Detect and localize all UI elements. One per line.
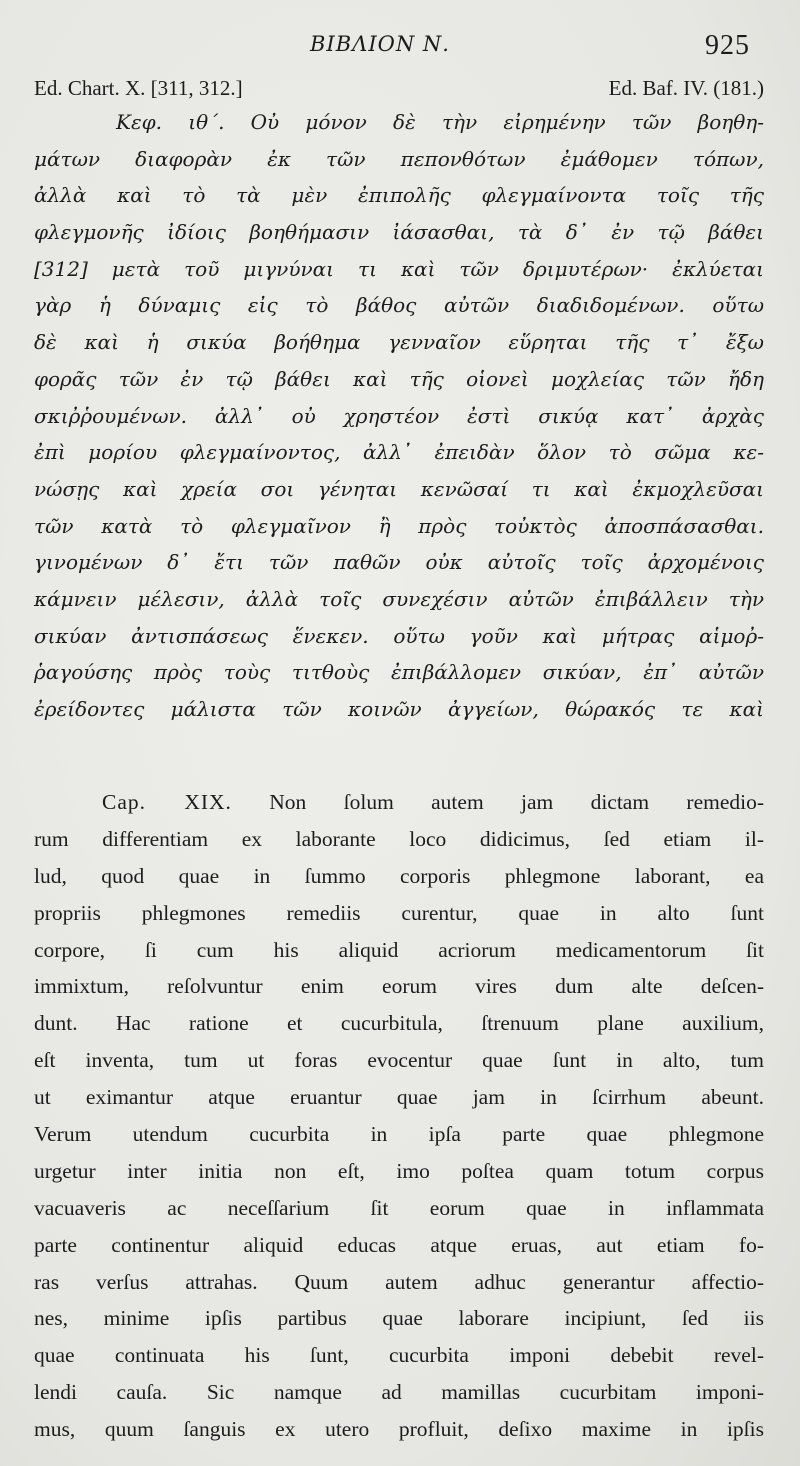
greek-text-line: ἐρείδοντες μάλιστα τῶν κοινῶν ἀγγείων, θώρακός τε καὶ (34, 697, 764, 721)
latin-first-line (34, 784, 764, 821)
latin-text-line: quae continuata his ſunt, cucurbita imponi debebit revel- (34, 1343, 764, 1368)
latin-text-line: nes, minime ipſis partibus quae laborare incipiunt, ſed iis (34, 1306, 764, 1331)
edition-reference-line (34, 76, 764, 106)
latin-text-block (34, 784, 764, 1448)
latin-text-line: vacuaveris ac neceſſarium ſit eorum quae in inflammata (34, 1195, 764, 1220)
latin-text-line: mus, quum ſanguis ex utero profluit, deſixo maxime in ipſis (34, 1417, 764, 1442)
latin-text-line: Verum utendum cucurbita in ipſa parte quae phlegmone (34, 1122, 764, 1147)
greek-text-line: σκιῤῥουμένων. ἀλλ᾽ οὐ χρηστέον ἐστὶ σικύᾳ κατ᾽ ἀρχὰς (34, 403, 764, 428)
greek-text-block (34, 104, 764, 728)
latin-text-line: lendi cauſa. Sic namque ad mamillas cucurbitam imponi- (34, 1380, 764, 1405)
greek-text-line: φορᾶς τῶν ἐν τῷ βάθει καὶ τῆς οἱονεὶ μοχλείας τῶν ἤδη (34, 366, 764, 391)
greek-text-line: σικύαν ἀντισπάσεως ἕνεκεν. οὕτω γοῦν καὶ μήτρας αἱμοῤ- (34, 623, 764, 648)
greek-text-line: μάτων διαφορὰν ἐκ τῶν πεπονθότων ἐμάθομεν τόπων, (34, 146, 764, 171)
latin-text-line: propriis phlegmones remediis curentur, quae in alto ſunt (34, 900, 764, 925)
greek-text-line: νώσῃς καὶ χρεία σοι γένηται κενῶσαί τι καὶ ἐκμοχλεῦσαι (34, 476, 764, 501)
latin-text-line: parte continentur aliquid educas atque eruas, aut etiam fo- (34, 1232, 764, 1257)
greek-text-line: τῶν κατὰ τὸ φλεγμαῖνον ἢ πρὸς τοὐκτὸς ἀποσπάσασθαι. (34, 513, 764, 538)
latin-text-line: corpore, ſi cum his aliquid acriorum medicamentorum ſit (34, 937, 764, 962)
greek-text-line: γὰρ ἡ δύναμις εἰς τὸ βάθος αὐτῶν διαδιδομένων. οὕτω (34, 293, 764, 318)
latin-text-line: eſt inventa, tum ut foras evocentur quae ſunt in alto, tum (34, 1048, 764, 1073)
greek-text-line: κάμνειν μέλεσιν, ἀλλὰ τοῖς συνεχέσιν αὐτῶν ἐπιβάλλειν τὴν (34, 586, 764, 611)
chapter-label: Cap. XIX. (102, 790, 232, 814)
greek-text-line: [312] μετὰ τοῦ μιγνύναι τι καὶ τῶν δριμυτέρων· ἐκλύεται (34, 256, 764, 281)
edition-basel-reference: Ed. Baf. IV. (181.) (608, 76, 764, 100)
latin-text-line: dunt. Hac ratione et cucurbitula, ſtrenuum plane auxilium, (34, 1011, 764, 1036)
latin-text-line: lud, quod quae in ſummo corporis phlegmone laborant, ea (34, 863, 764, 888)
running-head (0, 30, 800, 64)
latin-text-line: immixtum, reſolvuntur enim eorum vires dum alte deſcen- (34, 974, 764, 999)
latin-text-line: ras verſus attrahas. Quum autem adhuc generantur affectio- (34, 1269, 764, 1294)
edition-chart-reference: Ed. Chart. X. [311, 312.] (34, 76, 243, 100)
greek-text-line: Κεφ. ιθ΄. Οὐ μόνον δὲ τὴν εἰρημένην τῶν βοηθη- (116, 110, 764, 134)
greek-text-line: δὲ καὶ ἡ σικύα βοήθημα γενναῖον εὕρηται τῆς τ᾽ ἔξω (34, 330, 764, 355)
greek-text-line: ἀλλὰ καὶ τὸ τὰ μὲν ἐπιπολῆς φλεγμαίνοντα τοῖς τῆς (34, 183, 764, 208)
latin-text-line: urgetur inter initia non eſt, imo poſtea quam totum corpus (34, 1158, 764, 1183)
latin-text-line: ut eximantur atque eruantur quae jam in ſcirrhum abeunt. (34, 1085, 764, 1110)
greek-text-line: φλεγμονῆς ἰδίοις βοηθήμασιν ἰάσασθαι, τὰ δ᾽ ἐν τῷ βάθει (34, 220, 764, 245)
greek-text-line: ῥαγούσης πρὸς τοὺς τιτθοὺς ἐπιβάλλομεν σικύαν, ἐπ᾽ αὐτῶν (34, 660, 764, 685)
greek-text-line: ἐπὶ μορίου φλεγμαίνοντος, ἀλλ᾽ ἐπειδὰν ὅλον τὸ σῶμα κε- (34, 440, 764, 465)
book-title: BIBΛΙΟΝ Ν. (310, 32, 450, 56)
page-number: 925 (705, 30, 750, 61)
latin-text-line: rum differentiam ex laborante loco didicimus, ſed etiam il- (34, 826, 764, 851)
greek-text-line: γινομένων δ᾽ ἔτι τῶν παθῶν οὐκ αὐτοῖς τοῖς ἀρχομένοις (34, 550, 764, 575)
latin-first-line-text: Non ſolum autem jam dictam remedio- (269, 790, 765, 814)
